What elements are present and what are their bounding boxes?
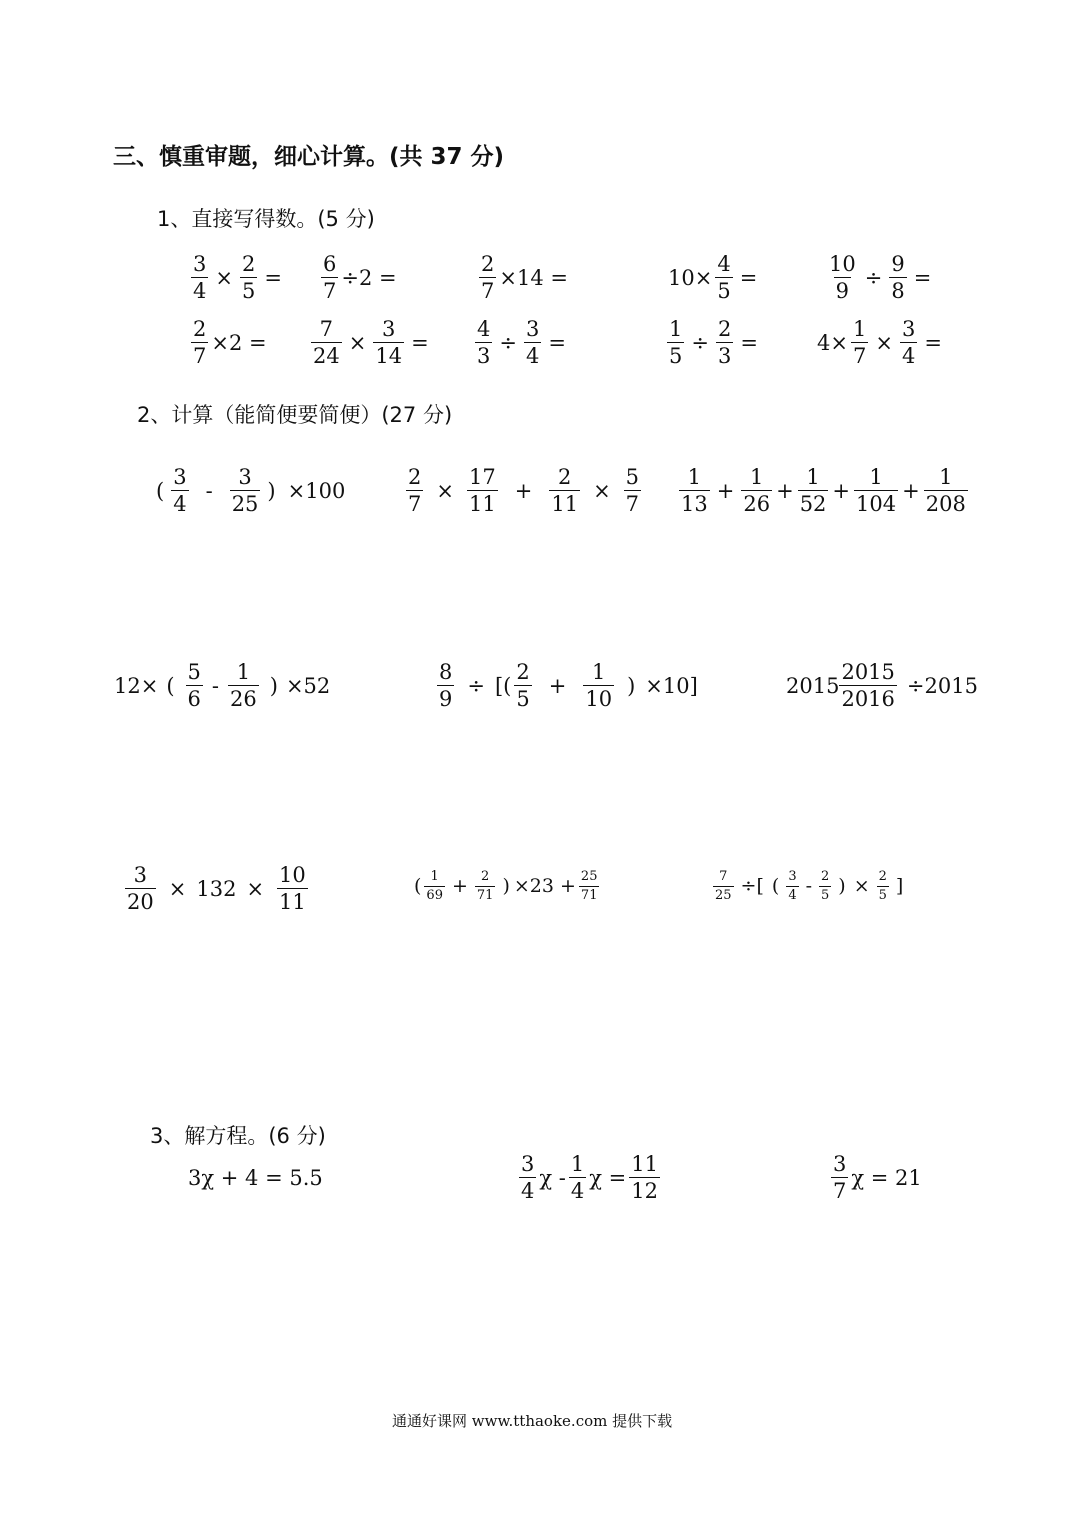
part2-title: 2、计算（能简便要简便）(27 分) <box>137 403 453 427</box>
p2-e6: 2015 $\frac{2015}{2016}$ ÷2015 <box>786 660 978 712</box>
p3-q2: $\frac{3}{4}$ χ - $\frac{1}{4}$ χ = $\frac{11}{12}$ <box>521 1152 658 1204</box>
p1-r1-d: 10× $\frac{4}{5}$ = <box>668 252 758 304</box>
p2-e2: $\frac{2}{7}$ × $\frac{17}{11}$ + $\frac{2}{11}$ × $\frac{5}{7}$ <box>408 465 640 517</box>
p3-q3: $\frac{3}{7}$ χ = 21 <box>833 1152 922 1204</box>
p1-r1-e: $\frac{10}{9}$ ÷ $\frac{9}{8}$ = <box>829 252 932 304</box>
p2-e8: ( $\frac{1}{69}$ + $\frac{2}{71}$ ) ×23 + $\frac{25}{71}$ <box>414 869 598 903</box>
p1-r1-a: $\frac{3}{4}$ × $\frac{2}{5}$ = <box>193 252 282 304</box>
p2-e7: $\frac{3}{20}$ × 132 × $\frac{10}{11}$ <box>127 863 306 915</box>
p1-r2-b: $\frac{7}{24}$ × $\frac{3}{14}$ = <box>313 317 429 369</box>
part3-title: 3、解方程。(6 分) <box>150 1124 326 1148</box>
p1-r2-d: $\frac{1}{5}$ ÷ $\frac{2}{3}$ = <box>669 317 758 369</box>
part1-title: 1、直接写得数。(5 分) <box>157 207 375 231</box>
p2-e4: 12× ( $\frac{5}{6}$ - $\frac{1}{26}$ ) ×52 <box>114 660 331 712</box>
p2-e3: $\frac{1}{13}$ + $\frac{1}{26}$ + $\frac{1}{52}$ + $\frac{1}{104}$ + $\frac{1}{208}$ <box>681 465 966 517</box>
p1-r2-e: 4× $\frac{1}{7}$ × $\frac{3}{4}$ = <box>817 317 942 369</box>
p2-e1: ( $\frac{3}{4}$ - $\frac{3}{25}$ ) ×100 <box>156 465 346 517</box>
p2-e9: $\frac{7}{25}$ ÷[ ( $\frac{3}{4}$ - $\frac{2}{5}$ ) × $\frac{2}{5}$ ] <box>715 869 904 903</box>
p3-q1: 3χ + 4 = 5.5 <box>188 1166 323 1190</box>
p1-r1-c: $\frac{2}{7}$ ×14 = <box>481 252 568 304</box>
p1-r1-b: $\frac{6}{7}$ ÷2 = <box>323 252 397 304</box>
p1-r2-a: $\frac{2}{7}$ ×2 = <box>193 317 267 369</box>
p2-e5: $\frac{8}{9}$ ÷ [( $\frac{2}{5}$ + $\frac{1}{10}$ ) ×10] <box>439 660 698 712</box>
p1-r2-c: $\frac{4}{3}$ ÷ $\frac{3}{4}$ = <box>477 317 566 369</box>
section-title: 三、慎重审题，细心计算。(共 37 分) <box>113 144 505 170</box>
footer: 通通好课网 www.tthaoke.com 提供下载 <box>392 1412 673 1430</box>
